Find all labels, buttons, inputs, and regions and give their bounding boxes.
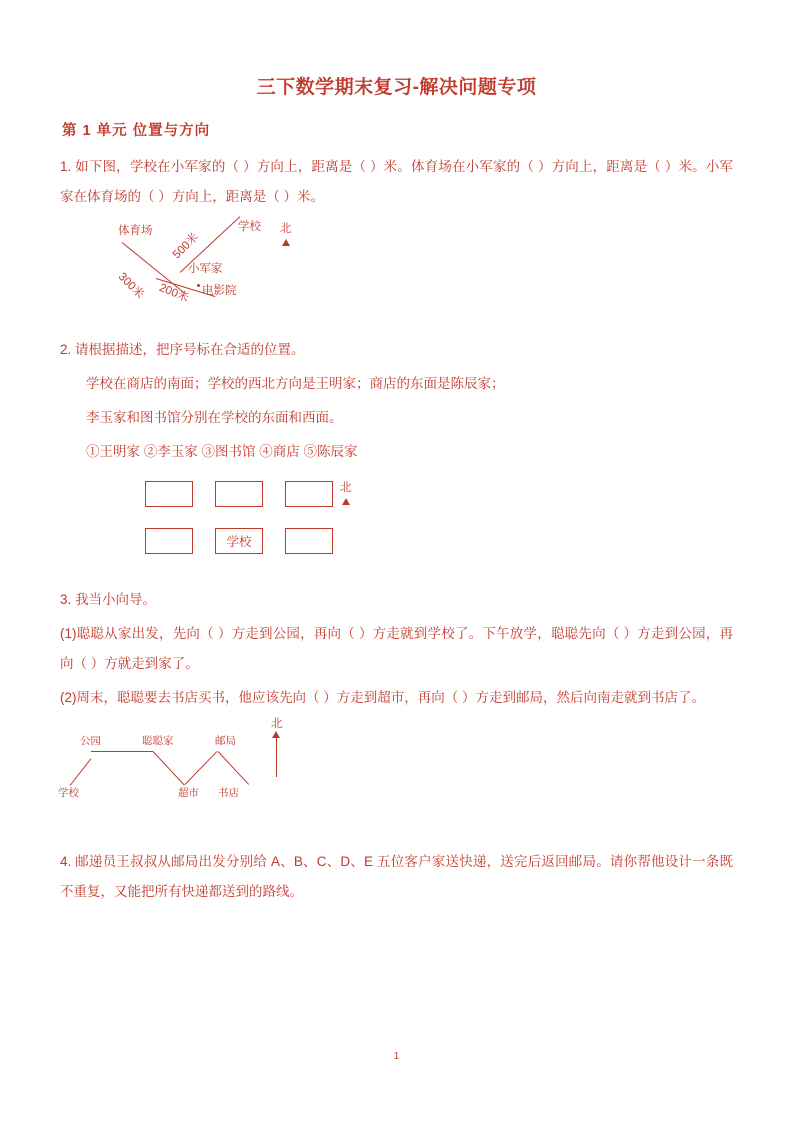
fig1-label-200m: 200米 [157, 281, 191, 305]
question-3-part-1: (1)聪聪从家出发，先向（ ）方走到公园，再向（ ）方走就到学校了。下午放学，聪聪先向（ ）方走到公园，再向（ ）方就走到家了。 [60, 626, 733, 671]
fig1-label-cinema: 电影院 [202, 285, 237, 297]
page-title: 三下数学期末复习-解决问题专项 [256, 77, 537, 98]
fig3-label-park: 公园 [80, 735, 101, 747]
fig3-seg-school-park [70, 758, 92, 785]
figure-grid-placement [145, 481, 793, 573]
fig3-seg-post-bookstore [218, 751, 249, 785]
fig3-label-bookstore: 书店 [218, 787, 239, 799]
question-1: 1. 如下图，学校在小军家的（ ）方向上，距离是（ ）米。体育场在小军家的（ ）方向上，距离是（ ）米。小军家在体育场的（ ）方向上，距离是（ ）米。 [60, 159, 733, 204]
page-number: 1 [393, 1051, 400, 1062]
fig2-compass-arrow-icon [342, 498, 350, 505]
fig2-cell-1[interactable] [145, 481, 193, 507]
fig3-seg-congcong-market [153, 751, 185, 785]
fig3-label-congcong: 聪聪家 [142, 735, 174, 747]
fig2-cell-3[interactable] [285, 481, 333, 507]
fig2-cell-6[interactable] [285, 528, 333, 554]
unit-heading: 第 1 单元 位置与方向 [62, 123, 211, 139]
fig2-cell-5-school[interactable]: 学校 [215, 528, 263, 554]
question-3-part-2: (2)周末，聪聪要去书店买书，他应该先向（ ）方走到超市，再向（ ）方走到邮局，然后向南走就到书店了。 [60, 690, 705, 705]
fig1-label-500m: 500米 [170, 231, 201, 262]
fig1-label-school: 学校 [238, 221, 261, 233]
fig3-seg-park-congcong [91, 751, 153, 752]
fig3-compass-stem [276, 737, 277, 777]
fig1-label-stadium: 体育场 [118, 225, 153, 237]
fig1-compass-arrow-icon [282, 239, 290, 246]
fig3-label-post: 邮局 [215, 735, 236, 747]
fig3-seg-market-post [185, 751, 218, 785]
fig1-label-300m: 300米 [115, 270, 146, 301]
figure-route-map [58, 718, 733, 835]
fig3-label-school: 学校 [58, 787, 79, 799]
fig2-cell-4[interactable] [145, 528, 193, 554]
fig2-compass-label: 北 [340, 482, 352, 494]
question-2: 2. 请根据描述，把序号标在合适的位置。 [60, 342, 305, 357]
question-4: 4. 邮递员王叔叔从邮局出发分别给 A、B、C、D、E 五位客户家送快递，送完后返回邮局。请你帮他设计一条既不重复，又能把所有快递都送到的路线。 [60, 854, 733, 899]
fig3-compass-label: 北 [271, 718, 283, 730]
fig1-compass-label: 北 [280, 223, 292, 235]
fig2-cell-2[interactable] [215, 481, 263, 507]
fig3-label-market: 超市 [178, 787, 199, 799]
question-3: 3. 我当小向导。 [60, 592, 157, 607]
question-2-line-2: 李玉家和图书馆分别在学校的东面和西面。 [86, 410, 343, 425]
fig1-label-xiaojun: 小军家 [188, 263, 223, 275]
fig1-dot-cinema [197, 284, 200, 287]
figure-directions-map [60, 218, 733, 323]
question-2-options: ①王明家 ②李玉家 ③图书馆 ④商店 ⑤陈辰家 [86, 444, 358, 459]
question-2-line-1: 学校在商店的南面；学校的西北方向是王明家；商店的东面是陈辰家； [86, 376, 505, 391]
